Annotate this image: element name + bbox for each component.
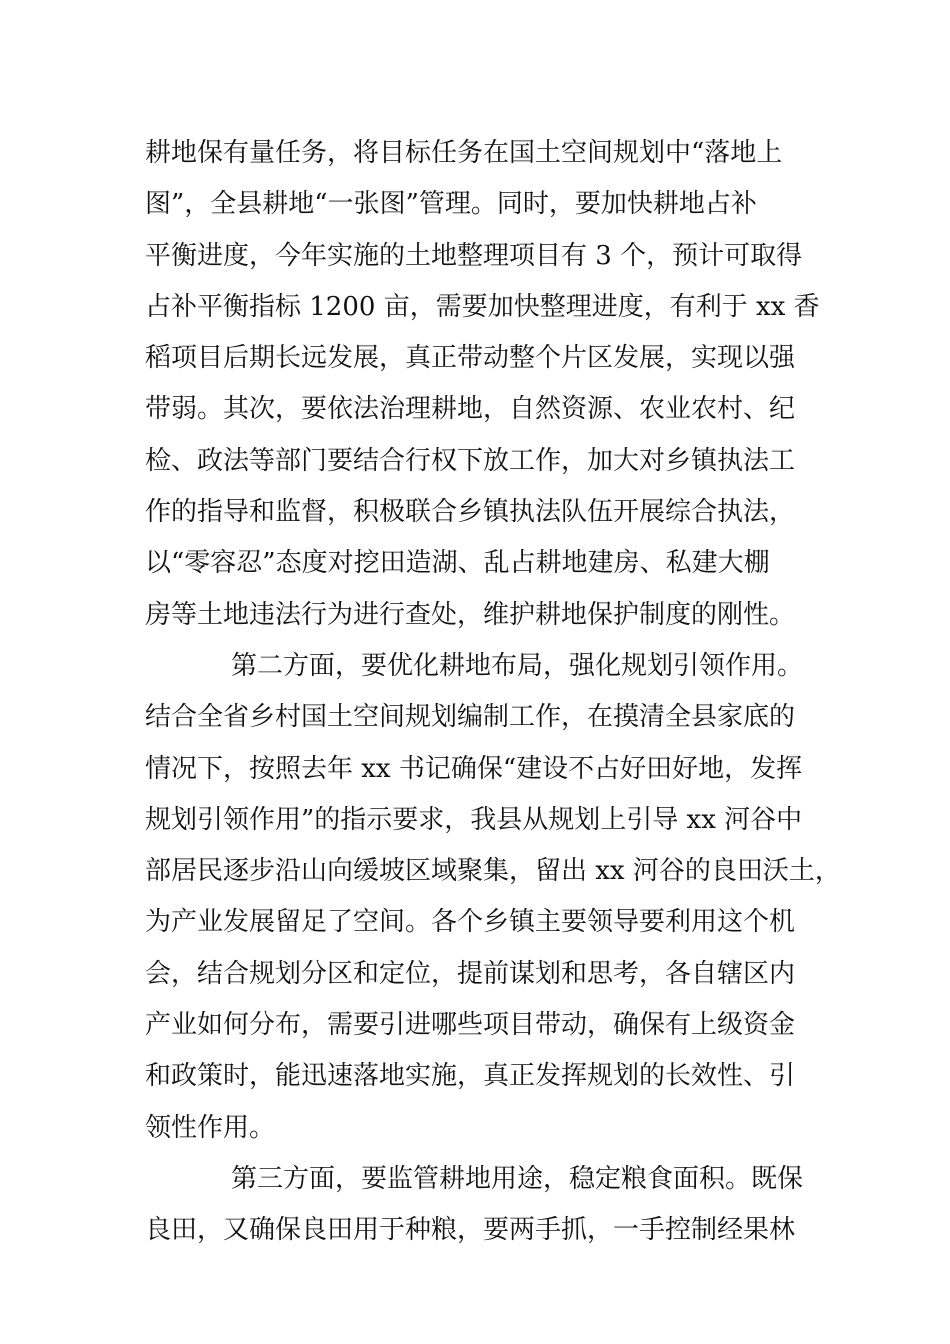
text-line: 带弱。其次，要依法治理耕地，自然资源、农业农村、纪	[145, 394, 796, 425]
text-line: 结合全省乡村国土空间规划编制工作，在摸清全县家底的	[145, 702, 796, 733]
paragraph-start-line: 第三方面，要监管耕地用途，稳定粮食面积。既保	[231, 1163, 804, 1194]
text-line: 情况下，按照去年 xx 书记确保“建设不占好田好地，发挥	[145, 753, 803, 784]
text-line: 稻项目后期长远发展，真正带动整个片区发展，实现以强	[145, 343, 796, 374]
text-line: 占补平衡指标 1200 亩，需要加快整理进度，有利于 xx 香	[145, 291, 820, 322]
text-line: 图”，全县耕地“一张图”管理。同时，要加快耕地占补	[145, 189, 757, 220]
text-line: 耕地保有量任务，将目标任务在国土空间规划中“落地上	[145, 138, 783, 168]
text-line: 为产业发展留足了空间。各个乡镇主要领导要利用这个机	[145, 907, 796, 938]
text-line: 产业如何分布，需要引进哪些项目带动，确保有上级资金	[145, 1010, 796, 1041]
text-line: 和政策时，能迅速落地实施，真正发挥规划的长效性、引	[145, 1061, 796, 1092]
text-line: 平衡进度，今年实施的土地整理项目有 3 个，预计可取得	[145, 240, 803, 271]
text-line: 房等土地违法行为进行查处，维护耕地保护制度的刚性。	[145, 599, 796, 630]
body-text	[145, 128, 841, 1257]
text-line: 领性作用。	[145, 1112, 276, 1143]
text-line: 以“零容忍”态度对挖田造湖、乱占耕地建房、私建大棚	[145, 548, 770, 579]
text-line: 检、政法等部门要结合行权下放工作，加大对乡镇执法工	[145, 445, 796, 476]
text-line: 会，结合规划分区和定位，提前谋划和思考，各自辖区内	[145, 958, 796, 989]
text-line: 良田，又确保良田用于种粮，要两手抓，一手控制经果林	[145, 1215, 796, 1246]
text-line: 作的指导和监督，积极联合乡镇执法队伍开展综合执法，	[145, 497, 796, 528]
paragraph-start-line: 第二方面，要优化耕地布局，强化规划引领作用。	[231, 650, 804, 681]
text-line: 规划引领作用”的指示要求，我县从规划上引导 xx 河谷中	[145, 804, 803, 835]
text-line: 部居民逐步沿山向缓坡区域聚集，留出 xx 河谷的良田沃土，	[145, 856, 841, 887]
